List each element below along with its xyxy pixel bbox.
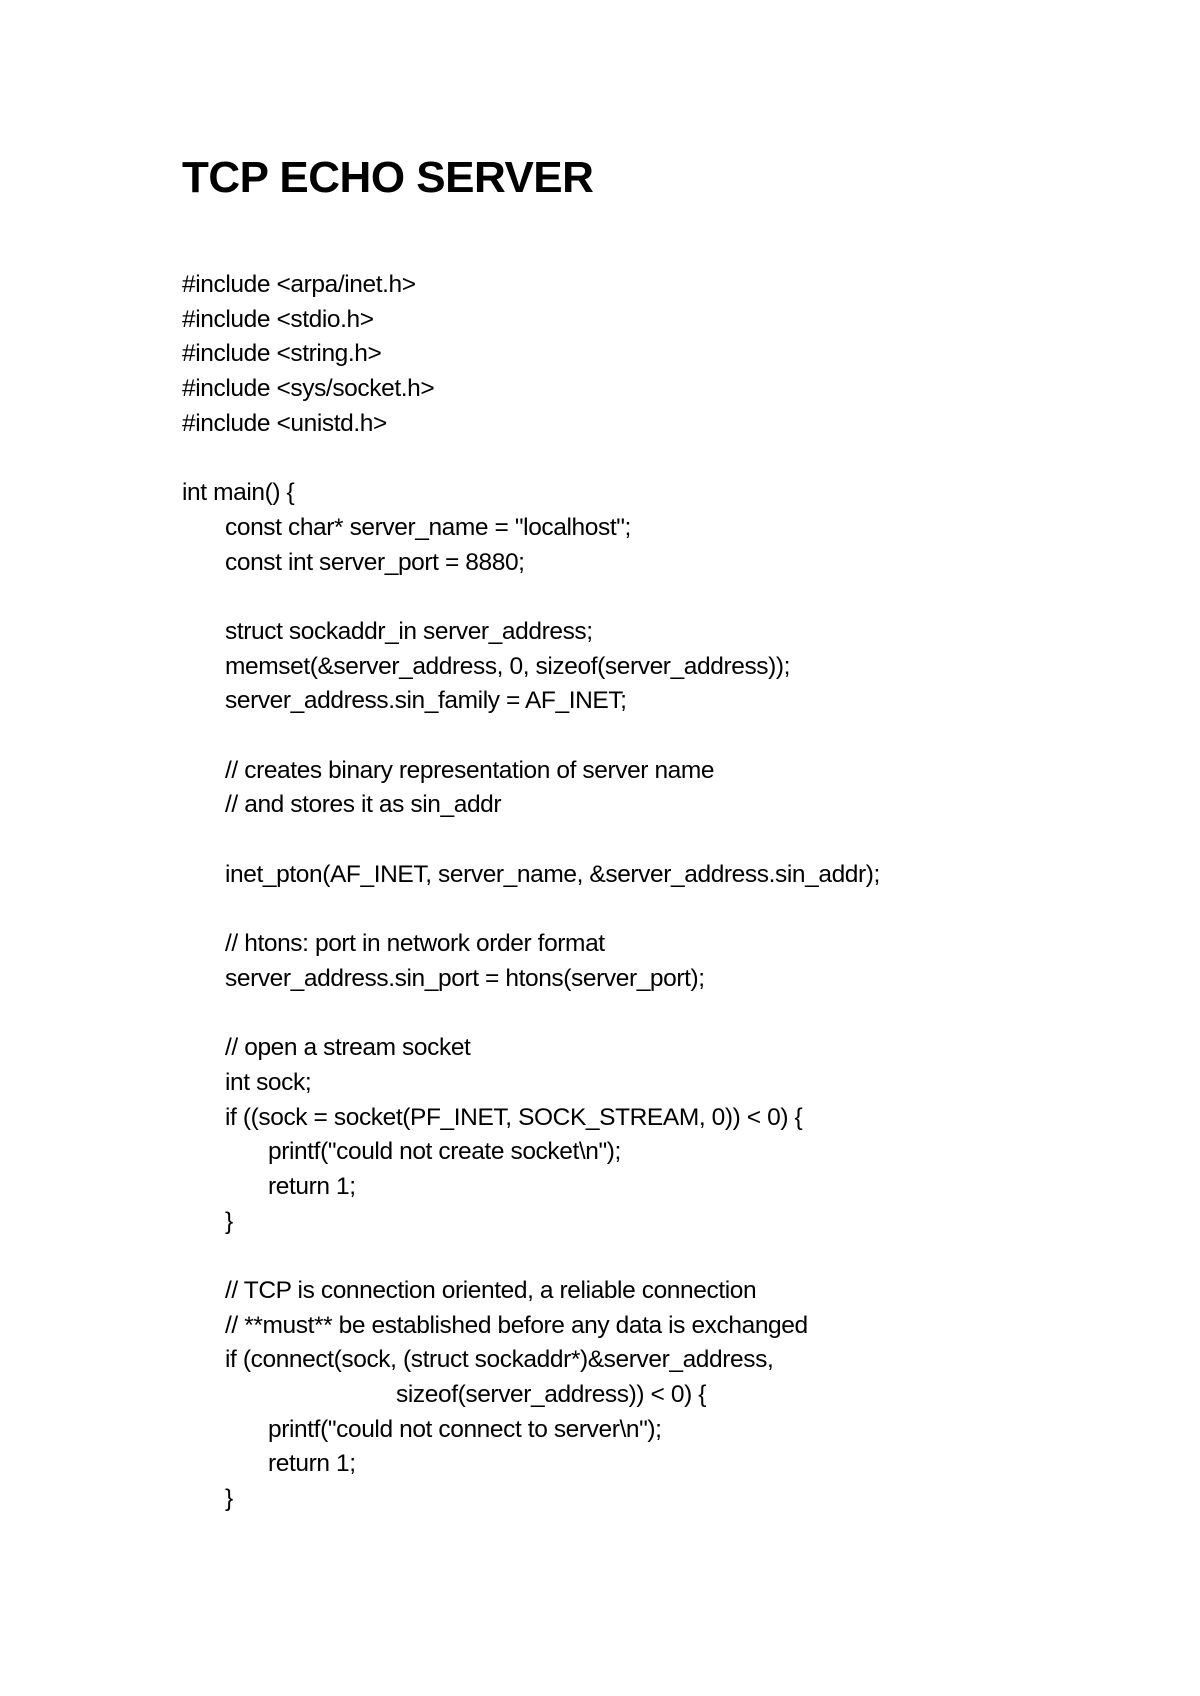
code-line: printf("could not connect to server\n"); — [268, 1415, 662, 1443]
code-block — [182, 268, 1162, 1517]
code-line: const char* server_name = "localhost"; — [225, 513, 631, 541]
code-line: sizeof(server_address)) < 0) { — [396, 1381, 707, 1408]
code-line: #include <unistd.h> — [182, 409, 387, 437]
code-line: // creates binary representation of server name — [225, 756, 715, 784]
code-line: #include <stdio.h> — [182, 305, 374, 333]
code-line: if ((sock = socket(PF_INET, SOCK_STREAM, 0)) < 0) { — [225, 1103, 803, 1131]
blank-line — [182, 1239, 1162, 1274]
code-line: const int server_port = 8880; — [225, 548, 525, 576]
code-line: return 1; — [268, 1450, 356, 1478]
blank-line — [182, 719, 1162, 754]
code-line: } — [225, 1485, 233, 1513]
code-line: return 1; — [268, 1172, 356, 1200]
code-line: // TCP is connection oriented, a reliable connection — [225, 1276, 757, 1304]
code-line: // **must** be established before any data is exchanged — [225, 1311, 808, 1339]
code-line: printf("could not create socket\n"); — [268, 1138, 621, 1166]
code-line: int sock; — [225, 1068, 312, 1096]
code-line: struct sockaddr_in server_address; — [225, 617, 593, 645]
blank-line — [182, 580, 1162, 615]
code-line: // and stores it as sin_addr — [225, 791, 502, 819]
blank-line — [182, 441, 1162, 476]
document-title: TCP ECHO SERVER — [182, 153, 594, 202]
code-line: // open a stream socket — [225, 1034, 471, 1062]
code-line: inet_pton(AF_INET, server_name, &server_address.sin_addr); — [225, 860, 880, 888]
code-line: memset(&server_address, 0, sizeof(server_address)); — [225, 652, 791, 680]
code-line: // htons: port in network order format — [225, 930, 605, 958]
blank-line — [182, 823, 1162, 858]
code-line: #include <sys/socket.h> — [182, 375, 435, 403]
blank-line — [182, 996, 1162, 1031]
code-line: int main() { — [182, 479, 295, 507]
code-line: #include <string.h> — [182, 340, 382, 368]
code-line: #include <arpa/inet.h> — [182, 271, 416, 298]
code-line: server_address.sin_family = AF_INET; — [225, 687, 627, 715]
blank-line — [182, 892, 1162, 927]
code-line: if (connect(sock, (struct sockaddr*)&server_address, — [225, 1346, 774, 1374]
code-line: } — [225, 1207, 233, 1235]
code-line: server_address.sin_port = htons(server_port); — [225, 964, 705, 992]
